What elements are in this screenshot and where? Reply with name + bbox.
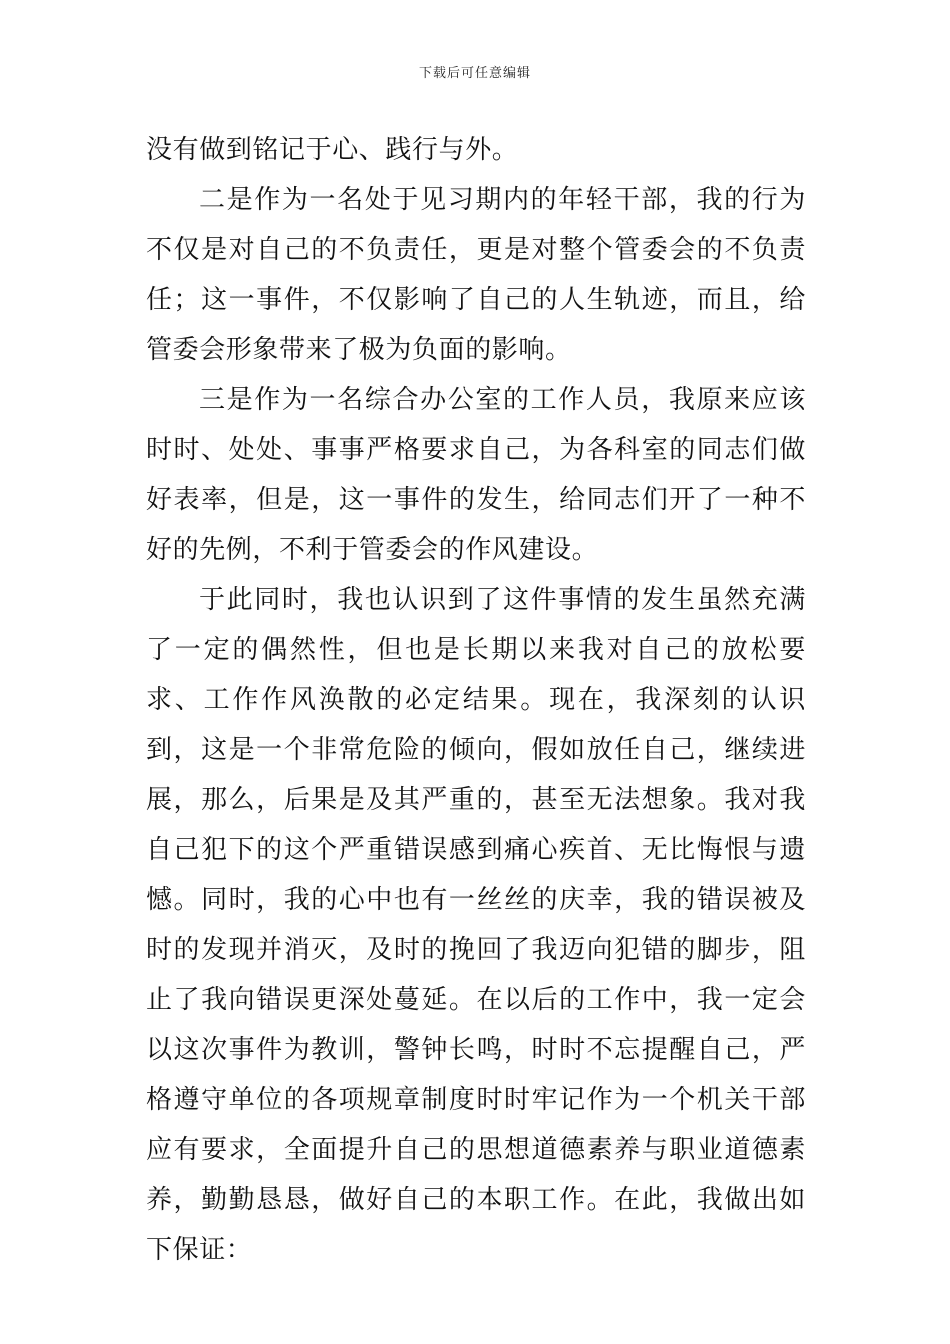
page-header: 下载后可任意编辑 <box>418 66 531 81</box>
paragraph-continuation: 没有做到铭记于心、践行与外。 <box>146 135 519 165</box>
paragraph-point-two: 二是作为一名处于见习期内的年轻干部，我的行为不仅是对自己的不负责任，更是对整个管委会的不负责任；这一事件，不仅影响了自己的人生轨迹，而且，给管委会形象带来了极为负面的影响。 <box>146 185 806 365</box>
document-body <box>146 125 806 1275</box>
paragraph-point-three: 三是作为一名综合办公室的工作人员，我原来应该时时、处处、事事严格要求自己，为各科室的同志们做好表率，但是，这一事件的发生，给同志们开了一种不好的先例，不利于管委会的作风建设。 <box>146 385 806 565</box>
paragraph-reflection: 于此同时，我也认识到了这件事情的发生虽然充满了一定的偶然性，但也是长期以来我对自己的放松要求、工作作风涣散的必定结果。现在，我深刻的认识到，这是一个非常危险的倾向，假如放任自己，继续进展，那么，后果是及其严重的，甚至无法想象。我对我自己犯下的这个严重错误感到痛心疾首、无比悔恨与遗憾。同时，我的心中也有一丝丝的庆幸，我的错误被及时的发现并消灭，及时的挽回了我迈向犯错的脚步，阻止了我向错误更深处蔓延。在以后的工作中，我一定会以这次事件为教训，警钟长鸣，时时不忘提醒自己，严格遵守单位的各项规章制度时时牢记作为一个机关干部应有要求，全面提升自己的思想道德素养与职业道德素养，勤勤恳恳，做好自己的本职工作。在此，我做出如下保证： <box>146 585 806 1265</box>
